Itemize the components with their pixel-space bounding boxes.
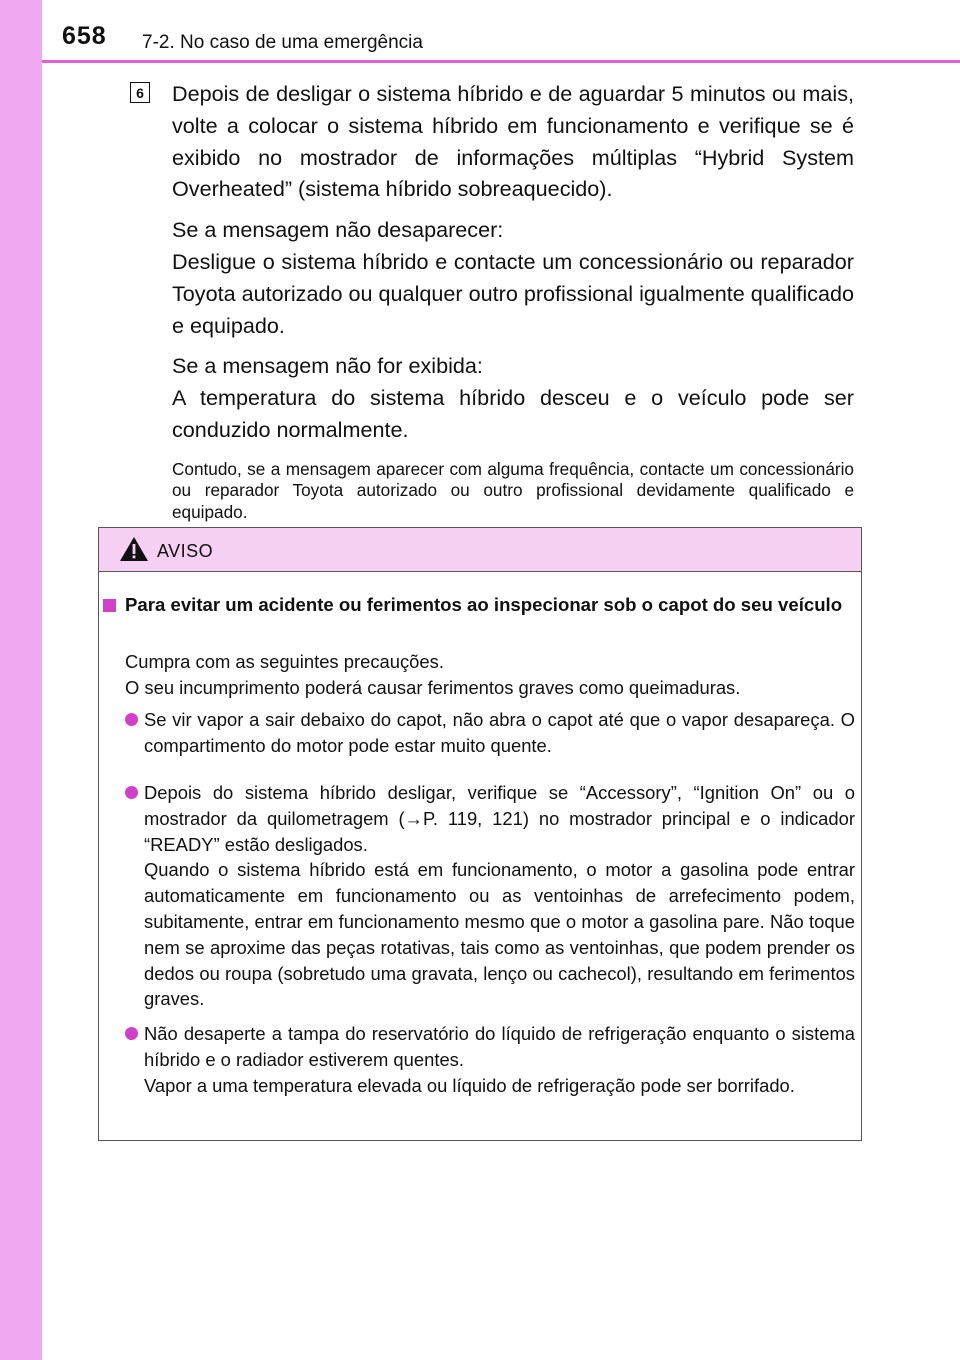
case1-text: Desligue o sistema híbrido e contacte um concessionário ou reparador Toyota autorizado ou qualquer outro profissional igualmente qualificado e equipado. [172, 248, 854, 338]
header-divider [42, 60, 960, 63]
bullet3-text-part1: Não desaperte a tampa do reservatório do líquido de refrigeração enquanto o sistema híbrido e o radiador estiverem quentes. [144, 1023, 855, 1070]
step-paragraph: Depois de desligar o sistema híbrido e de aguardar 5 minutos ou mais, volte a colocar o sistema híbrido em funcionamento e verifique se é exibido no mostrador de informações múltiplas “Hybrid System Overheated” (sistema híbrido sobreaquecido). [172, 81, 854, 202]
bullet2-text-part1: Depois do sistema híbrido desligar, verifique se “Accessory”, “Ignition On” ou o mostrador da quilometragem (→P. 119, 121) no mostrador principal e o indicador “READY” estão desligados. [144, 782, 855, 855]
warning-intro-line2: O seu incumprimento poderá causar ferimentos graves como queimaduras. [125, 676, 741, 698]
step-note: Contudo, se a mensagem aparecer com alguma frequência, contacte um concessionário ou reparador Toyota autorizado ou outro profissional devidamente qualificado e equipado. [172, 458, 854, 522]
bullet-dot-icon [125, 1027, 138, 1040]
warning-bullet-2 [125, 780, 855, 1012]
bullet3-text-part2: Vapor a uma temperatura elevada ou líquido de refrigeração pode ser borrifado. [144, 1074, 795, 1096]
warning-bullet-3 [125, 1021, 855, 1098]
step-content [172, 78, 854, 523]
bullet-dot-icon [125, 786, 138, 799]
bullet2-text-part2: Quando o sistema híbrido está em funcionamento, o motor a gasolina pode entrar automaticamente em funcionamento ou as ventoinhas de arrefecimento podem, subitamente, entrar em funcionamento mesmo que o motor a gasolina pare. Não toque nem se aproxime das peças rotativas, tais como as ventoinhas, que podem prender os dedos ou roupa (sobretudo uma gravata, lenço ou cachecol), resultando em ferimentos graves. [144, 859, 855, 1010]
warning-header [99, 528, 861, 572]
bullet1-text: Se vir vapor a sair debaixo do capot, não abra o capot até que o vapor desapareça. O compartimento do motor pode estar muito quente. [144, 709, 855, 756]
bullet-dot-icon [125, 713, 138, 726]
warning-triangle-icon [119, 536, 149, 562]
warning-bullet-1 [125, 707, 855, 759]
warning-intro [125, 649, 855, 701]
case2-text: A temperatura do sistema híbrido desceu e o veículo pode ser conduzido normalmente. [172, 385, 854, 442]
case1-heading: Se a mensagem não desaparecer: [172, 217, 504, 243]
square-bullet-icon [103, 599, 116, 612]
warning-label: AVISO [157, 541, 214, 561]
section-title: 7-2. No caso de uma emergência [142, 32, 423, 53]
warning-box [98, 527, 862, 1141]
page-number: 658 [62, 22, 107, 50]
side-color-strip [0, 0, 42, 1360]
warning-title: Para evitar um acidente ou ferimentos ao inspecionar sob o capot do seu veículo [125, 594, 843, 615]
warning-intro-line1: Cumpra com as seguintes precauções. [125, 651, 444, 672]
step-number-box: 6 [130, 82, 150, 103]
case2-heading: Se a mensagem não for exibida: [172, 353, 483, 379]
